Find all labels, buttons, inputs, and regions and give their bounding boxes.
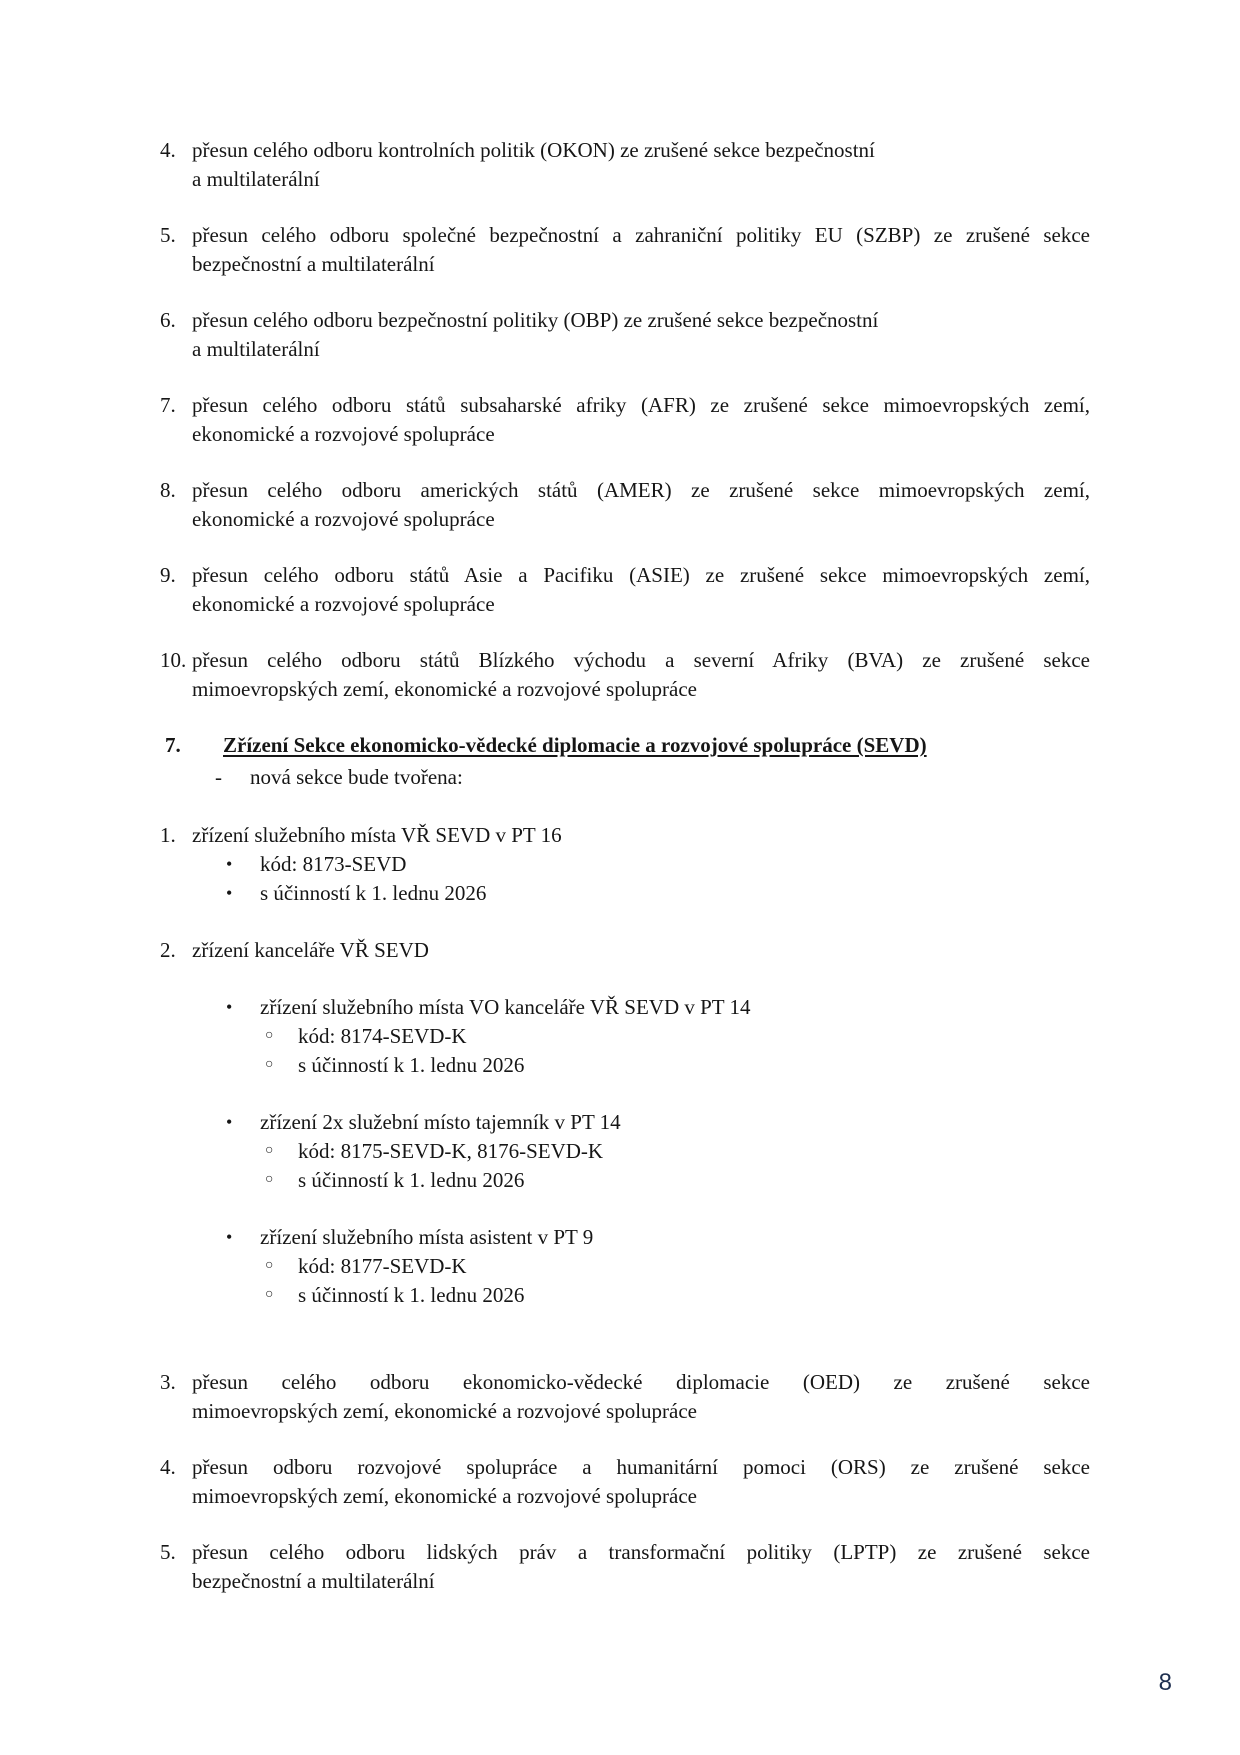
circle-marker: ○ [265,1143,274,1158]
list-item-text [192,1538,1090,1596]
list-item-text [192,821,1090,850]
text-line: zřízení 2x služební místo tajemník v PT 14 [260,1110,621,1134]
circle-list-item [0,1137,1240,1166]
list-number: 8. [160,478,176,502]
text-line: přesun odboru rozvojové spolupráce a humanitární pomoci (ORS) ze zrušené sekce [192,1455,1090,1479]
list-number: 2. [160,938,176,962]
list-item-text [192,646,1090,704]
text-line: s účinností k 1. lednu 2026 [260,881,487,905]
text-line: a multilaterální [192,167,320,191]
text-line: zřízení služebního místa asistent v PT 9 [260,1225,594,1249]
list-number: 1. [160,823,176,847]
section-heading-number: 7. [165,733,181,757]
text-line: mimoevropských zemí, ekonomické a rozvojové spolupráce [192,1484,698,1508]
text-line: s účinností k 1. lednu 2026 [298,1053,525,1077]
text-line: přesun celého odboru lidských práv a transformační politiky (LPTP) ze zrušené sekce [192,1540,1090,1564]
list-number: 5. [160,223,176,247]
circle-marker: ○ [265,1028,274,1043]
list-item-text [192,936,1090,965]
list-item [0,1453,1240,1511]
text-line: zřízení služebního místa VŘ SEVD v PT 16 [192,823,562,847]
text-line: ekonomické a rozvojové spolupráce [192,422,495,446]
page-number: 8 [1158,1669,1172,1696]
text-line: kód: 8174-SEVD-K [298,1024,467,1048]
text-line: Zřízení Sekce ekonomicko-vědecké diplomacie a rozvojové spolupráce (SEVD) [223,733,927,757]
text-line: přesun celého odboru bezpečnostní politiky (OBP) ze zrušené sekce bezpečnostní [192,308,879,332]
list-number: 6. [160,308,176,332]
text-line: přesun celého odboru ekonomicko-vědecké diplomacie (OED) ze zrušené sekce [192,1370,1090,1394]
bullet-marker: • [226,883,233,903]
section-heading [0,731,1240,760]
text-line: přesun celého odboru států Blízkého východu a severní Afriky (BVA) ze zrušené sekce [192,648,1090,672]
list-item [0,391,1240,449]
dash-list-item [0,763,1240,792]
list-item-text [298,1281,1090,1310]
list-item-text [260,1108,1090,1137]
circle-list-item [0,1166,1240,1195]
list-item [0,821,1240,850]
list-number: 4. [160,1455,176,1479]
text-line: kód: 8173-SEVD [260,852,407,876]
text-line: kód: 8177-SEVD-K [298,1254,467,1278]
list-item-text [192,476,1090,534]
list-item-text [192,1368,1090,1426]
text-line: nová sekce bude tvořena: [250,765,463,789]
section-heading-text [223,731,1090,760]
text-line: ekonomické a rozvojové spolupráce [192,507,495,531]
text-line: přesun celého odboru společné bezpečnostní a zahraniční politiky EU (SZBP) ze zrušené sekce [192,223,1090,247]
list-number: 10. [160,648,187,672]
bullet-list-item [0,850,1240,879]
circle-marker: ○ [265,1258,274,1273]
text-line: mimoevropských zemí, ekonomické a rozvojové spolupráce [192,677,698,701]
list-item-text [260,993,1090,1022]
list-item-text [192,136,1090,194]
text-line: přesun celého odboru států subsaharské afriky (AFR) ze zrušené sekce mimoevropských zemí, [192,393,1090,417]
list-item-text [298,1166,1090,1195]
list-item [0,1538,1240,1596]
list-number: 3. [160,1370,176,1394]
list-item-text [298,1022,1090,1051]
circle-marker: ○ [265,1172,274,1187]
text-line: ekonomické a rozvojové spolupráce [192,592,495,616]
text-line: mimoevropských zemí, ekonomické a rozvojové spolupráce [192,1399,698,1423]
text-line: bezpečnostní a multilaterální [192,252,435,276]
list-item [0,476,1240,534]
list-item-text [298,1137,1090,1166]
circle-list-item [0,1051,1240,1080]
circle-marker: ○ [265,1057,274,1072]
list-item [0,561,1240,619]
list-item [0,936,1240,965]
bullet-list-item [0,1223,1240,1252]
bullet-marker: • [226,997,233,1017]
list-item [0,221,1240,279]
list-item-text [298,1051,1090,1080]
circle-list-item [0,1252,1240,1281]
list-item [0,136,1240,194]
text-line: zřízení kanceláře VŘ SEVD [192,938,429,962]
list-item-text [192,561,1090,619]
text-line: bezpečnostní a multilaterální [192,1569,435,1593]
text-line: přesun celého odboru amerických států (AMER) ze zrušené sekce mimoevropských zemí, [192,478,1090,502]
dash-marker: - [215,765,222,789]
text-line: a multilaterální [192,337,320,361]
circle-list-item [0,1022,1240,1051]
list-number: 5. [160,1540,176,1564]
list-number: 9. [160,563,176,587]
list-number: 4. [160,138,176,162]
text-line: kód: 8175-SEVD-K, 8176-SEVD-K [298,1139,604,1163]
list-item-text [298,1252,1090,1281]
list-item [0,646,1240,704]
bullet-list-item [0,993,1240,1022]
list-item-text [192,306,1090,364]
circle-marker: ○ [265,1287,274,1302]
bullet-marker: • [226,1227,233,1247]
text-line: s účinností k 1. lednu 2026 [298,1168,525,1192]
list-item-text [192,221,1090,279]
list-item-text [250,763,1090,792]
list-number: 7. [160,393,176,417]
text-line: přesun celého odboru států Asie a Pacifiku (ASIE) ze zrušené sekce mimoevropských zemí, [192,563,1090,587]
text-line: přesun celého odboru kontrolních politik (OKON) ze zrušené sekce bezpečnostní [192,138,875,162]
list-item-text [260,1223,1090,1252]
list-item-text [260,850,1090,879]
list-item-text [192,1453,1090,1511]
list-item-text [192,391,1090,449]
circle-list-item [0,1281,1240,1310]
list-item [0,1368,1240,1426]
list-item-text [260,879,1090,908]
list-item [0,306,1240,364]
bullet-list-item [0,1108,1240,1137]
bullet-marker: • [226,854,233,874]
bullet-list-item [0,879,1240,908]
text-line: s účinností k 1. lednu 2026 [298,1283,525,1307]
text-line: zřízení služebního místa VO kanceláře VŘ SEVD v PT 14 [260,995,751,1019]
bullet-marker: • [226,1112,233,1132]
